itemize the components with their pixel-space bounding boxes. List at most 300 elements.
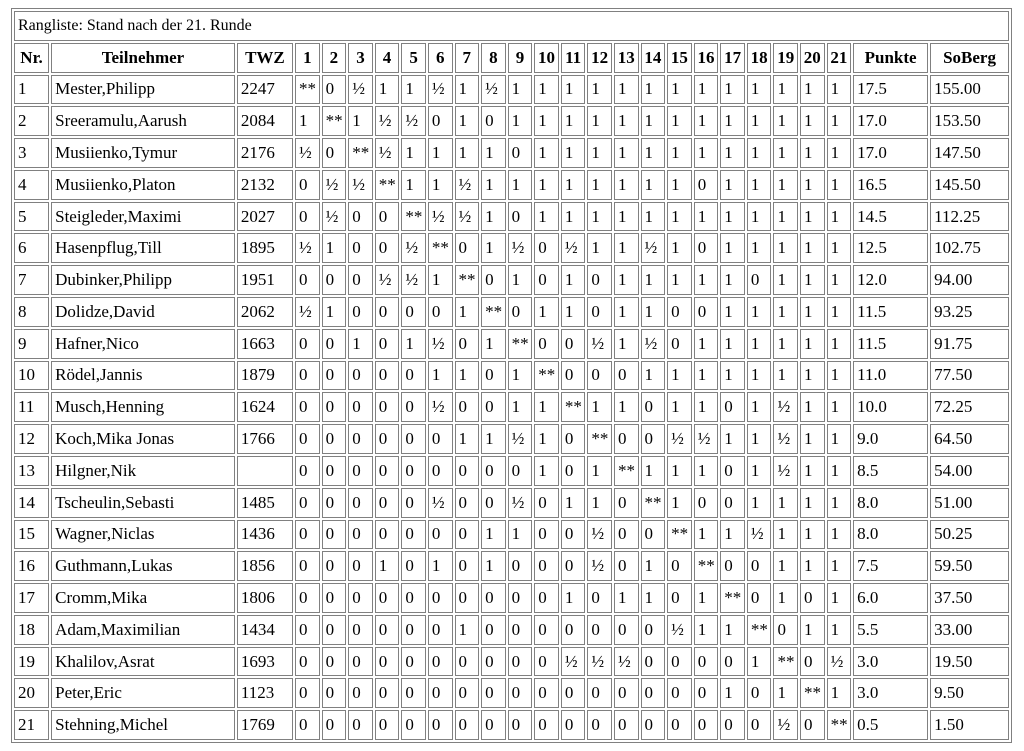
result-cell: 1 [694, 615, 719, 645]
result-cell: 0 [401, 520, 426, 550]
result-cell: 0 [375, 488, 400, 518]
twz-rating: 1436 [237, 520, 293, 550]
result-cell: 0 [481, 678, 506, 708]
result-cell: 0 [295, 361, 320, 391]
result-cell: 0 [455, 392, 480, 422]
result-cell: 1 [773, 170, 798, 200]
result-cell: 0 [561, 551, 586, 581]
points-cell: 11.0 [853, 361, 928, 391]
result-cell: 1 [720, 520, 745, 550]
result-cell: 1 [587, 456, 612, 486]
result-cell: 1 [481, 551, 506, 581]
result-cell: 0 [747, 265, 772, 295]
result-cell: 0 [641, 392, 666, 422]
result-cell: 0 [667, 297, 692, 327]
result-cell: 0 [694, 710, 719, 740]
rank-cell: 3 [14, 138, 49, 168]
result-cell: 0 [455, 678, 480, 708]
result-cell: 1 [720, 615, 745, 645]
result-cell: 0 [455, 520, 480, 550]
result-cell: 0 [348, 265, 373, 295]
result-cell: 0 [375, 202, 400, 232]
result-cell: 0 [587, 678, 612, 708]
header-round: 3 [348, 43, 373, 73]
participant-name: Mester,Philipp [51, 75, 235, 105]
rank-cell: 20 [14, 678, 49, 708]
table-row [14, 488, 1009, 518]
result-cell: ** [534, 361, 559, 391]
result-cell: 0 [375, 520, 400, 550]
result-cell: 1 [534, 202, 559, 232]
header-points: Punkte [853, 43, 928, 73]
rank-cell: 2 [14, 106, 49, 136]
participant-name: Hilgner,Nik [51, 456, 235, 486]
result-cell: 1 [428, 170, 453, 200]
result-cell: 0 [375, 392, 400, 422]
result-cell: 1 [800, 551, 825, 581]
result-cell: 1 [747, 488, 772, 518]
table-body [14, 11, 1009, 740]
result-cell: 0 [295, 392, 320, 422]
rank-cell: 14 [14, 488, 49, 518]
result-cell: 0 [401, 583, 426, 613]
header-round: 4 [375, 43, 400, 73]
result-cell: 0 [348, 678, 373, 708]
result-cell: 1 [827, 424, 852, 454]
result-cell: 1 [561, 583, 586, 613]
soberg-cell: 72.25 [930, 392, 1009, 422]
result-cell: 1 [614, 265, 639, 295]
result-cell: 1 [720, 75, 745, 105]
result-cell: ½ [667, 424, 692, 454]
result-cell: ½ [401, 233, 426, 263]
rank-cell: 16 [14, 551, 49, 581]
result-cell: 0 [508, 551, 533, 581]
result-cell: 0 [375, 233, 400, 263]
result-cell: 1 [641, 75, 666, 105]
result-cell: ½ [401, 106, 426, 136]
header-round: 15 [667, 43, 692, 73]
result-cell: 0 [455, 647, 480, 677]
result-cell: 0 [401, 488, 426, 518]
twz-rating: 1485 [237, 488, 293, 518]
result-cell: 1 [561, 265, 586, 295]
participant-name: Wagner,Niclas [51, 520, 235, 550]
result-cell: 0 [348, 583, 373, 613]
soberg-cell: 50.25 [930, 520, 1009, 550]
header-round: 17 [720, 43, 745, 73]
result-cell: ½ [773, 456, 798, 486]
caption-row [14, 11, 1009, 41]
result-cell: 1 [694, 329, 719, 359]
result-cell: 1 [827, 138, 852, 168]
result-cell: ** [694, 551, 719, 581]
result-cell: 1 [534, 456, 559, 486]
result-cell: 1 [773, 329, 798, 359]
header-round: 19 [773, 43, 798, 73]
result-cell: 1 [428, 551, 453, 581]
result-cell: 0 [322, 392, 347, 422]
result-cell: 1 [375, 75, 400, 105]
result-cell: 0 [401, 678, 426, 708]
points-cell: 17.0 [853, 106, 928, 136]
result-cell: ** [295, 75, 320, 105]
result-cell: ½ [481, 75, 506, 105]
result-cell: ½ [827, 647, 852, 677]
twz-rating: 1766 [237, 424, 293, 454]
points-cell: 8.0 [853, 520, 928, 550]
result-cell: ½ [587, 551, 612, 581]
result-cell: ** [800, 678, 825, 708]
result-cell: 0 [587, 265, 612, 295]
result-cell: 1 [455, 75, 480, 105]
result-cell: 1 [667, 202, 692, 232]
result-cell: 0 [534, 647, 559, 677]
result-cell: 1 [694, 138, 719, 168]
result-cell: ½ [455, 202, 480, 232]
header-twz: TWZ [237, 43, 293, 73]
soberg-cell: 91.75 [930, 329, 1009, 359]
result-cell: 1 [694, 265, 719, 295]
result-cell: 0 [667, 583, 692, 613]
participant-name: Adam,Maximilian [51, 615, 235, 645]
result-cell: 1 [481, 424, 506, 454]
result-cell: 1 [827, 106, 852, 136]
table-row [14, 297, 1009, 327]
result-cell: 1 [587, 488, 612, 518]
result-cell: 0 [587, 710, 612, 740]
twz-rating: 1663 [237, 329, 293, 359]
result-cell: 1 [747, 361, 772, 391]
result-cell: ½ [401, 265, 426, 295]
participant-name: Musiienko,Platon [51, 170, 235, 200]
result-cell: 1 [561, 75, 586, 105]
header-round: 16 [694, 43, 719, 73]
result-cell: 0 [295, 329, 320, 359]
result-cell: 0 [773, 615, 798, 645]
twz-rating: 2084 [237, 106, 293, 136]
result-cell: 0 [481, 647, 506, 677]
result-cell: 1 [508, 106, 533, 136]
result-cell: 0 [428, 678, 453, 708]
result-cell: ** [614, 456, 639, 486]
result-cell: ** [508, 329, 533, 359]
result-cell: 0 [401, 456, 426, 486]
result-cell: 0 [348, 647, 373, 677]
result-cell: 1 [641, 138, 666, 168]
standings-crosstable [11, 8, 1012, 743]
result-cell: 1 [534, 75, 559, 105]
result-cell: 0 [508, 678, 533, 708]
result-cell: 1 [720, 297, 745, 327]
result-cell: ½ [641, 233, 666, 263]
soberg-cell: 102.75 [930, 233, 1009, 263]
result-cell: 0 [561, 520, 586, 550]
soberg-cell: 1.50 [930, 710, 1009, 740]
result-cell: 0 [481, 361, 506, 391]
result-cell: 0 [401, 424, 426, 454]
result-cell: 0 [534, 233, 559, 263]
header-round: 13 [614, 43, 639, 73]
result-cell: 0 [481, 583, 506, 613]
result-cell: 0 [401, 392, 426, 422]
result-cell: 0 [322, 710, 347, 740]
result-cell: 0 [375, 647, 400, 677]
result-cell: 0 [428, 647, 453, 677]
result-cell: 1 [561, 488, 586, 518]
result-cell: 1 [401, 75, 426, 105]
result-cell: 0 [401, 551, 426, 581]
result-cell: 1 [667, 265, 692, 295]
result-cell: 0 [455, 488, 480, 518]
result-cell: 1 [827, 202, 852, 232]
result-cell: 0 [348, 392, 373, 422]
result-cell: ½ [508, 488, 533, 518]
result-cell: 1 [827, 583, 852, 613]
result-cell: 0 [455, 551, 480, 581]
result-cell: 1 [508, 75, 533, 105]
result-cell: 1 [481, 329, 506, 359]
result-cell: 0 [561, 678, 586, 708]
result-cell: 0 [508, 615, 533, 645]
result-cell: 0 [614, 615, 639, 645]
soberg-cell: 94.00 [930, 265, 1009, 295]
result-cell: 1 [747, 424, 772, 454]
result-cell: 0 [348, 488, 373, 518]
header-round: 2 [322, 43, 347, 73]
result-cell: 0 [322, 138, 347, 168]
result-cell: 1 [641, 456, 666, 486]
soberg-cell: 93.25 [930, 297, 1009, 327]
result-cell: 0 [720, 647, 745, 677]
result-cell: ** [720, 583, 745, 613]
result-cell: 0 [641, 424, 666, 454]
result-cell: 0 [295, 488, 320, 518]
result-cell: 1 [800, 297, 825, 327]
participant-name: Dubinker,Philipp [51, 265, 235, 295]
result-cell: 1 [455, 361, 480, 391]
result-cell: 1 [694, 106, 719, 136]
twz-rating: 1123 [237, 678, 293, 708]
result-cell: 1 [827, 361, 852, 391]
soberg-cell: 64.50 [930, 424, 1009, 454]
result-cell: ½ [455, 170, 480, 200]
result-cell: ** [641, 488, 666, 518]
table-caption: Rangliste: Stand nach der 21. Runde [14, 11, 1009, 41]
result-cell: 0 [720, 551, 745, 581]
participant-name: Hasenpflug,Till [51, 233, 235, 263]
result-cell: 0 [322, 488, 347, 518]
result-cell: 0 [641, 615, 666, 645]
result-cell: 1 [641, 170, 666, 200]
result-cell: 1 [800, 233, 825, 263]
result-cell: 0 [534, 551, 559, 581]
result-cell: ½ [428, 329, 453, 359]
result-cell: 1 [800, 456, 825, 486]
result-cell: 1 [773, 202, 798, 232]
table-row [14, 233, 1009, 263]
result-cell: 0 [800, 710, 825, 740]
result-cell: 1 [641, 106, 666, 136]
result-cell: 0 [587, 297, 612, 327]
result-cell: 1 [641, 202, 666, 232]
result-cell: 1 [827, 329, 852, 359]
result-cell: 0 [667, 678, 692, 708]
result-cell: 1 [455, 106, 480, 136]
participant-name: Tscheulin,Sebasti [51, 488, 235, 518]
result-cell: 0 [694, 678, 719, 708]
result-cell: 1 [561, 297, 586, 327]
result-cell: 1 [667, 456, 692, 486]
rank-cell: 21 [14, 710, 49, 740]
result-cell: 1 [827, 170, 852, 200]
participant-name: Koch,Mika Jonas [51, 424, 235, 454]
twz-rating: 1806 [237, 583, 293, 613]
participant-name: Khalilov,Asrat [51, 647, 235, 677]
result-cell: ** [348, 138, 373, 168]
header-round: 5 [401, 43, 426, 73]
result-cell: 0 [694, 297, 719, 327]
result-cell: 0 [641, 678, 666, 708]
result-cell: ** [481, 297, 506, 327]
result-cell: 1 [428, 361, 453, 391]
result-cell: 1 [720, 170, 745, 200]
table-row [14, 520, 1009, 550]
result-cell: 0 [322, 615, 347, 645]
result-cell: 1 [614, 106, 639, 136]
table-row [14, 456, 1009, 486]
result-cell: 1 [694, 202, 719, 232]
result-cell: 1 [720, 678, 745, 708]
participant-name: Peter,Eric [51, 678, 235, 708]
result-cell: 0 [587, 583, 612, 613]
result-cell: 0 [561, 361, 586, 391]
rank-cell: 19 [14, 647, 49, 677]
result-cell: ½ [773, 424, 798, 454]
soberg-cell: 37.50 [930, 583, 1009, 613]
result-cell: 0 [720, 392, 745, 422]
soberg-cell: 9.50 [930, 678, 1009, 708]
result-cell: 0 [295, 456, 320, 486]
result-cell: 1 [800, 392, 825, 422]
result-cell: 0 [401, 361, 426, 391]
result-cell: 1 [827, 520, 852, 550]
points-cell: 9.0 [853, 424, 928, 454]
result-cell: 1 [587, 392, 612, 422]
result-cell: 0 [375, 297, 400, 327]
header-round: 11 [561, 43, 586, 73]
result-cell: 1 [747, 75, 772, 105]
result-cell: 1 [587, 233, 612, 263]
result-cell: 0 [348, 615, 373, 645]
result-cell: 1 [720, 361, 745, 391]
result-cell: 0 [455, 456, 480, 486]
rank-cell: 17 [14, 583, 49, 613]
header-round: 20 [800, 43, 825, 73]
result-cell: 1 [481, 202, 506, 232]
table-row [14, 265, 1009, 295]
result-cell: 0 [561, 329, 586, 359]
result-cell: 1 [534, 170, 559, 200]
table-row [14, 170, 1009, 200]
soberg-cell: 33.00 [930, 615, 1009, 645]
result-cell: 0 [534, 678, 559, 708]
result-cell: ½ [667, 615, 692, 645]
result-cell: 0 [534, 583, 559, 613]
result-cell: ** [747, 615, 772, 645]
result-cell: 0 [295, 647, 320, 677]
result-cell: 1 [827, 75, 852, 105]
result-cell: 1 [773, 583, 798, 613]
header-nr: Nr. [14, 43, 49, 73]
result-cell: 0 [295, 678, 320, 708]
participant-name: Musiienko,Tymur [51, 138, 235, 168]
result-cell: ½ [428, 75, 453, 105]
twz-rating: 2132 [237, 170, 293, 200]
result-cell: 1 [694, 583, 719, 613]
result-cell: 0 [508, 297, 533, 327]
result-cell: 0 [720, 488, 745, 518]
result-cell: 0 [694, 647, 719, 677]
result-cell: 1 [827, 297, 852, 327]
result-cell: 0 [322, 583, 347, 613]
participant-name: Dolidze,David [51, 297, 235, 327]
result-cell: 1 [667, 170, 692, 200]
twz-rating: 1856 [237, 551, 293, 581]
result-cell: 0 [614, 488, 639, 518]
points-cell: 11.5 [853, 297, 928, 327]
result-cell: 1 [481, 138, 506, 168]
result-cell: 0 [561, 424, 586, 454]
result-cell: 0 [375, 583, 400, 613]
result-cell: 0 [375, 710, 400, 740]
table-row [14, 615, 1009, 645]
result-cell: 1 [614, 75, 639, 105]
result-cell: 1 [773, 75, 798, 105]
result-cell: 1 [773, 297, 798, 327]
header-round: 8 [481, 43, 506, 73]
result-cell: 0 [667, 647, 692, 677]
result-cell: 1 [800, 361, 825, 391]
rank-cell: 5 [14, 202, 49, 232]
result-cell: 1 [694, 361, 719, 391]
result-cell: 1 [455, 615, 480, 645]
result-cell: 0 [322, 520, 347, 550]
result-cell: 0 [375, 678, 400, 708]
result-cell: 1 [747, 297, 772, 327]
result-cell: 1 [614, 202, 639, 232]
soberg-cell: 153.50 [930, 106, 1009, 136]
result-cell: 0 [295, 710, 320, 740]
rank-cell: 9 [14, 329, 49, 359]
result-cell: 1 [508, 170, 533, 200]
result-cell: 0 [455, 583, 480, 613]
rank-cell: 4 [14, 170, 49, 200]
result-cell: 1 [747, 456, 772, 486]
result-cell: ½ [375, 265, 400, 295]
result-cell: 0 [348, 202, 373, 232]
result-cell: 1 [827, 233, 852, 263]
result-cell: 1 [720, 424, 745, 454]
result-cell: 1 [614, 233, 639, 263]
result-cell: 1 [508, 265, 533, 295]
result-cell: 0 [508, 138, 533, 168]
table-row [14, 361, 1009, 391]
result-cell: 0 [295, 520, 320, 550]
result-cell: 1 [322, 297, 347, 327]
result-cell: 0 [747, 710, 772, 740]
result-cell: 0 [614, 424, 639, 454]
